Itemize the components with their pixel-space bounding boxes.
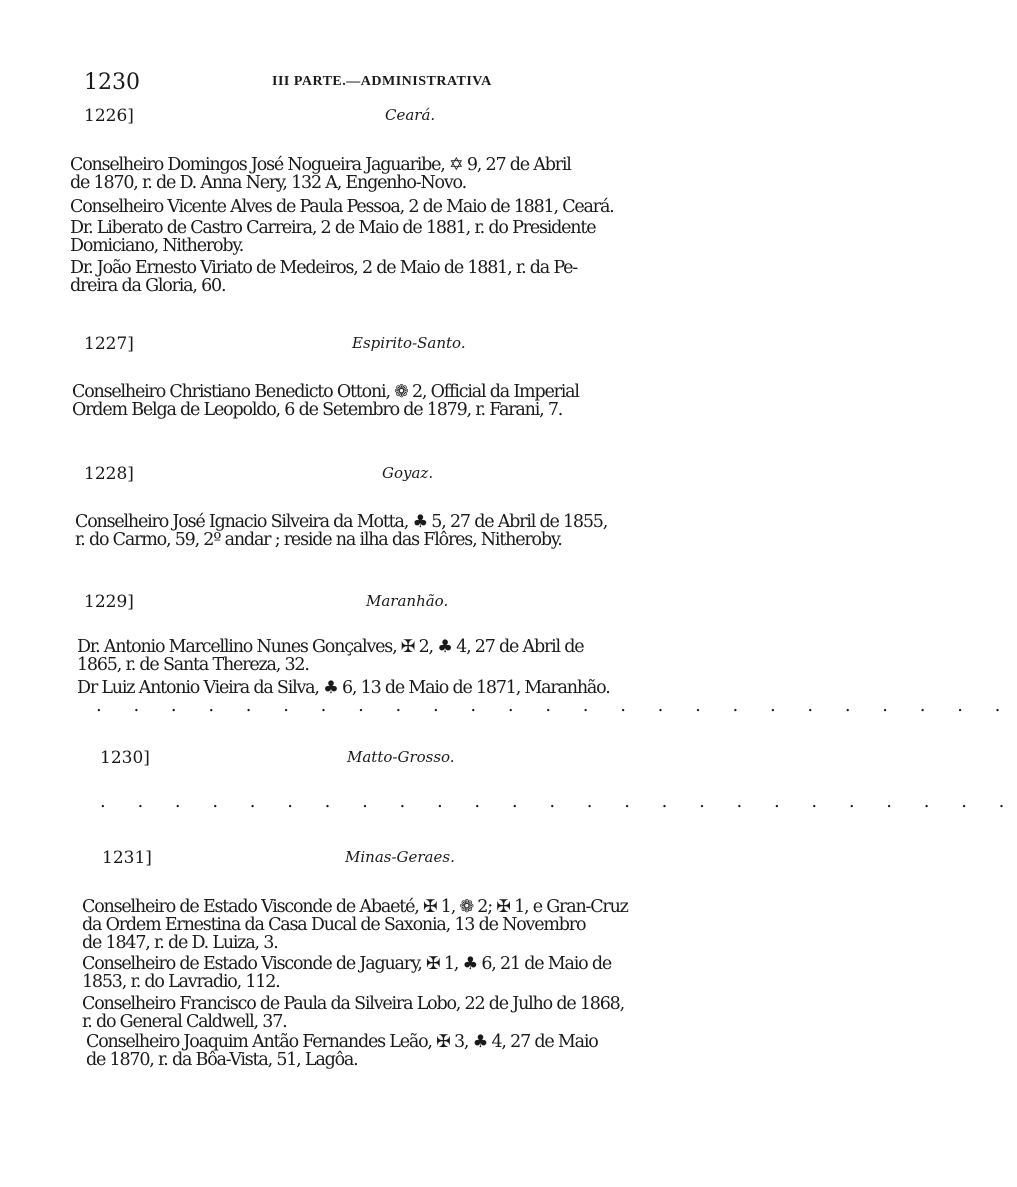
ellipsis-dots: . . . . . . . . . . . . . . . . . . . . . . . . .: [100, 791, 1017, 812]
entry-line: Conselheiro de Estado Visconde de Abaeté, ✠ 1, ❁ 2; ✠ 1, e Gran-Cruz: [82, 897, 628, 917]
entry-line: de 1870, r. da Bôa-Vista, 51, Lagôa.: [86, 1050, 358, 1070]
entry-line: Dr. Antonio Marcellino Nunes Gonçalves, ✠ 2, ♣ 4, 27 de Abril de: [77, 637, 584, 657]
entry-line: dreira da Gloria, 60.: [70, 276, 226, 296]
entry: [70, 219, 782, 255]
entry-line: da Ordem Ernestina da Casa Ducal de Saxonia, 13 de Novembro: [82, 915, 586, 935]
section-title: Maranhão.: [366, 592, 449, 610]
entry-line: de 1870, r. de D. Anna Nery, 132 A, Engenho-Novo.: [70, 173, 466, 193]
entry-line: Conselheiro Joaquim Antão Fernandes Leão, ✠ 3, ♣ 4, 27 de Maio: [86, 1032, 598, 1052]
entry-line: de 1847, r. de D. Luiza, 3.: [82, 933, 278, 953]
entry: [82, 898, 794, 952]
entry-line: r. do Carmo, 59, 2º andar ; reside na ilha das Flôres, Nitheroby.: [75, 530, 562, 550]
entry: [75, 513, 787, 549]
running-title: III PARTE.—ADMINISTRATIVA: [272, 74, 492, 89]
entry-line: Conselheiro Francisco de Paula da Silveira Lobo, 22 de Julho de 1868,: [82, 994, 624, 1014]
entry-line: Conselheiro José Ignacio Silveira da Motta, ♣ 5, 27 de Abril de 1855,: [75, 512, 608, 532]
entry: [82, 955, 794, 991]
section-number: 1228]: [84, 464, 134, 484]
entry-line: Conselheiro Christiano Benedicto Ottoni, ❁ 2, Official da Imperial: [72, 382, 579, 402]
entry-line: 1865, r. de Santa Thereza, 32.: [77, 655, 309, 675]
entry: [70, 156, 782, 192]
entry-line: Ordem Belga de Leopoldo, 6 de Setembro de 1879, r. Farani, 7.: [72, 400, 563, 420]
entry-line: Dr. Liberato de Castro Carreira, 2 de Maio de 1881, r. do Presidente: [70, 218, 596, 238]
entry-line: Conselheiro Vicente Alves de Paula Pessoa, 2 de Maio de 1881, Ceará.: [70, 197, 614, 217]
entry: [77, 638, 789, 674]
entry: [70, 259, 782, 295]
entry-line: r. do General Caldwell, 37.: [82, 1012, 287, 1032]
page-number: 1230: [84, 70, 140, 95]
entry: [72, 383, 784, 419]
section-title: Minas-Geraes.: [345, 848, 455, 866]
entry: [70, 198, 782, 216]
entry-line: 1853, r. do Lavradio, 112.: [82, 972, 280, 992]
section-number: 1226]: [84, 106, 134, 126]
entry-line: Dr. João Ernesto Viriato de Medeiros, 2 de Maio de 1881, r. da Pe-: [70, 258, 578, 278]
section-number: 1230]: [100, 748, 150, 768]
entry-line: Dr Luiz Antonio Vieira da Silva, ♣ 6, 13 de Maio de 1871, Maranhão.: [77, 678, 610, 698]
ellipsis-dots: . . . . . . . . . . . . . . . . . . . . . . . . .: [96, 695, 1014, 716]
section-number: 1229]: [84, 592, 134, 612]
entry-line: Domiciano, Nitheroby.: [70, 236, 244, 256]
section-number: 1231]: [102, 848, 152, 868]
section-title: Goyaz.: [382, 464, 434, 482]
section-title: Espirito-Santo.: [352, 334, 466, 352]
entry-line: Conselheiro de Estado Visconde de Jaguary, ✠ 1, ♣ 6, 21 de Maio de: [82, 954, 611, 974]
section-title: Ceará.: [385, 106, 436, 124]
section-number: 1227]: [84, 334, 134, 354]
entry: [82, 995, 794, 1031]
section-title: Matto-Grosso.: [347, 748, 455, 766]
entry-line: Conselheiro Domingos José Nogueira Jaguaribe, ✡ 9, 27 de Abril: [70, 155, 571, 175]
entry: [86, 1033, 798, 1069]
